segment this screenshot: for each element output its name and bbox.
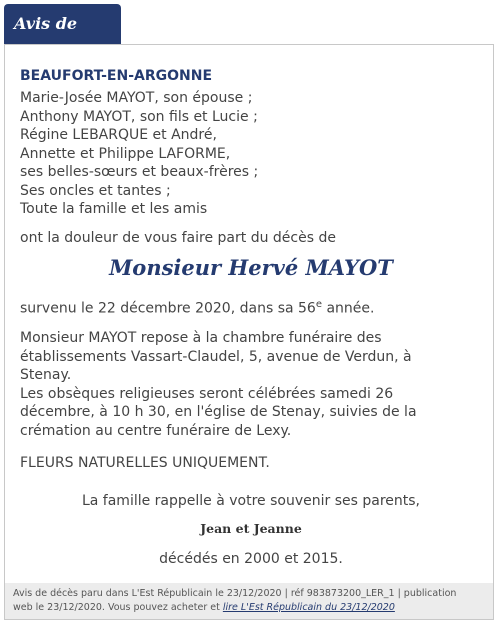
footer-line-2-prefix: web le 23/12/2020. Vous pouvez acheter et: [13, 602, 223, 613]
city-heading: BEAUFORT-EN-ARGONNE: [20, 68, 213, 84]
family-line: Annette et Philippe LAFORME,: [20, 145, 231, 162]
obituary-content: [20, 67, 482, 568]
avis-tab-title: Avis de: [4, 4, 121, 44]
funeral-line: crémation au centre funéraire de Lexy.: [20, 422, 292, 439]
footer-line-2: [13, 601, 485, 615]
funeral-details: [20, 329, 482, 440]
flowers-note: FLEURS NATURELLES UNIQUEMENT.: [20, 455, 270, 472]
family-line: Anthony MAYOT, son fils et Lucie ;: [20, 108, 258, 125]
family-line: Ses oncles et tantes ;: [20, 182, 171, 199]
family-line: Marie-Josée MAYOT, son épouse ;: [20, 90, 253, 106]
deceased-name: Monsieur Hervé MAYOT: [109, 254, 393, 280]
footer-line-1: Avis de décès paru dans L'Est Républicain le 23/12/2020 | réf 983873200_LER_1 | publication: [13, 588, 457, 599]
family-list: [20, 89, 482, 219]
funeral-line: Les obsèques religieuses seront célébrées samedi 26: [20, 385, 394, 402]
parents-names: Jean et Jeanne: [200, 521, 302, 537]
publication-footer: [5, 583, 493, 619]
obituary-card: [4, 44, 494, 620]
family-line: Régine LEBARQUE et André,: [20, 127, 217, 143]
family-line: Toute la famille et les amis: [20, 201, 208, 217]
funeral-line: établissements Vassart-Claudel, 5, avenue de Verdun, à: [20, 348, 412, 365]
death-date-suffix: année.: [322, 300, 375, 317]
death-date-prefix: survenu le 22 décembre 2020, dans sa 56: [20, 300, 316, 317]
funeral-line: décembre, à 10 h 30, en l'église de Stenay, suivies de la: [20, 404, 417, 421]
announcement-text: ont la douleur de vous faire part du décès de: [20, 229, 336, 246]
family-line: ses belles-sœurs et beaux-frères ;: [20, 164, 259, 180]
death-date-sup: e: [315, 298, 322, 310]
read-newspaper-link[interactable]: lire L'Est Républicain du 23/12/2020: [222, 602, 395, 613]
parents-death-years: décédés en 2000 et 2015.: [159, 551, 343, 568]
funeral-line: Monsieur MAYOT repose à la chambre funéraire des: [20, 330, 382, 347]
funeral-line: Stenay.: [20, 367, 72, 384]
remembrance-text: La famille rappelle à votre souvenir ses parents,: [81, 493, 421, 510]
death-date-text: [20, 296, 482, 318]
